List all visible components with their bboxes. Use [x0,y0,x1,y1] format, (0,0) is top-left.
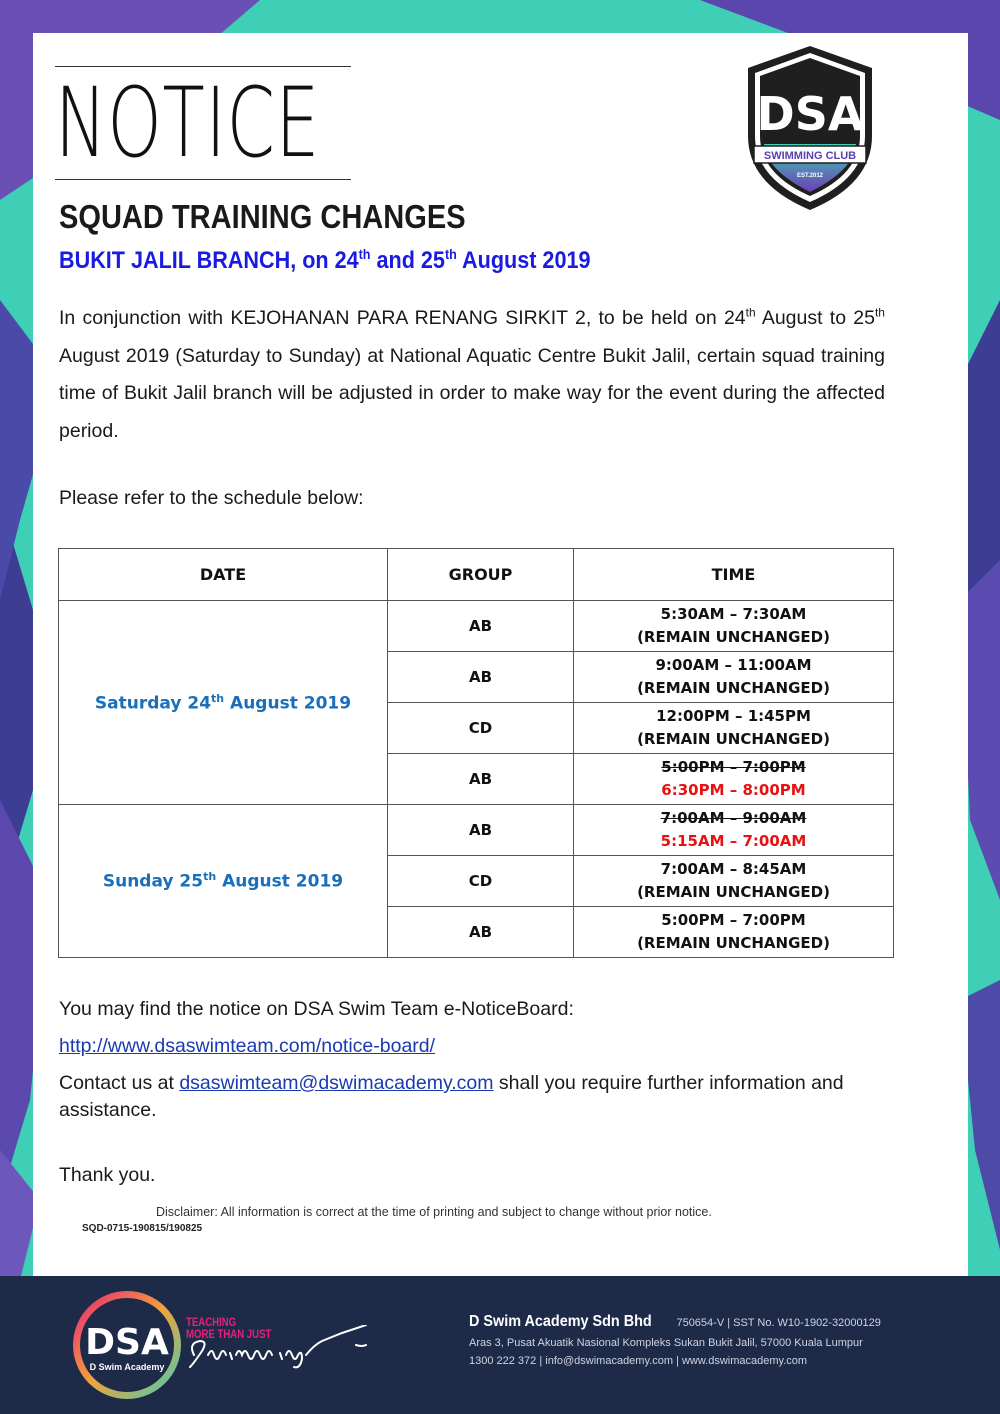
reference-code: SQD-0715-190815/190825 [82,1223,203,1234]
header-group: GROUP [388,549,574,601]
notice-title-block [55,66,351,180]
branch-suffix: August 2019 [456,247,591,274]
time-slot: 9:00AM – 11:00AM [655,656,812,674]
table-row [59,601,894,652]
notice-board-text: You may find the notice on DSA Swim Team e-NoticeBoard: [59,998,574,1020]
new-time-slot: 6:30PM – 8:00PM [661,781,806,799]
schedule-table [58,548,894,958]
group-cell: AB [388,652,574,703]
logo-banner: SWIMMING CLUB [763,150,857,162]
date-text: Sunday 25 [102,871,204,892]
contact-email-link[interactable]: dsaswimteam@dswimacademy.com [179,1072,494,1094]
intro-sup-1: th [745,305,756,320]
company-address: Aras 3, Pusat Akuatik Nasional Kompleks Sukan Bukit Jalil, 57000 Kuala Lumpur [469,1337,863,1349]
page-subtitle: SQUAD TRAINING CHANGES [59,198,466,235]
group-cell: AB [388,805,574,856]
academy-logo-sub: D Swim Academy [89,1362,165,1372]
time-status: (REMAIN UNCHANGED) [637,679,830,697]
time-status: (REMAIN UNCHANGED) [637,730,830,748]
intro-part-2: August to 25 [755,307,875,329]
group-cell: CD [388,703,574,754]
contact-section [59,996,889,1134]
time-cell [574,652,894,703]
time-cell [574,856,894,907]
disclaimer-text: Disclaimer: All information is correct at the time of printing and subject to change without prior notice. [156,1205,712,1219]
company-contact: 1300 222 372 | info@dswimacademy.com | www.dswimacademy.com [469,1355,808,1367]
schedule-intro: Please refer to the schedule below: [59,487,364,509]
dsa-academy-logo [70,1288,184,1402]
branch-sup-1: th [358,246,371,262]
branch-prefix: BUKIT JALIL BRANCH, on 24 [59,247,359,274]
academy-logo-letters: DSA [85,1322,169,1363]
time-slot: 12:00PM – 1:45PM [656,707,811,725]
intro-part-1: In conjunction with KEJOHANAN PARA RENANG SIRKIT 2, to be held on 24 [59,307,746,329]
date-sup: th [211,691,225,705]
time-slot: 5:00PM – 7:00PM [661,911,806,929]
contact-suffix: shall you require further information and assistance. [59,1072,844,1121]
time-status: (REMAIN UNCHANGED) [637,934,830,952]
logo-letters: DSA [756,87,864,141]
date-text: August 2019 [216,871,344,892]
swimming-script-logo [186,1325,381,1375]
time-status: (REMAIN UNCHANGED) [637,883,830,901]
group-cell: CD [388,856,574,907]
notice-board-link[interactable]: http://www.dsaswimteam.com/notice-board/ [59,1035,436,1057]
date-text: August 2019 [224,693,352,714]
time-cell [574,601,894,652]
notice-title: NOTICE [55,67,320,179]
time-cell [574,907,894,958]
table-row [59,805,894,856]
intro-paragraph [59,300,885,450]
old-time-slot: 7:00AM – 9:00AM [660,809,807,827]
tagline-line-1: TEACHING [186,1315,237,1329]
new-time-slot: 5:15AM – 7:00AM [660,832,807,850]
title-bottom-rule [55,179,351,180]
header-date: DATE [59,549,388,601]
thank-you-text: Thank you. [59,1164,156,1186]
time-status: (REMAIN UNCHANGED) [637,628,830,646]
logo-est: EST.2012 [796,173,824,179]
date-cell-saturday [59,601,388,805]
date-sup: th [203,870,217,884]
table-header-row [59,549,894,601]
group-cell: AB [388,601,574,652]
time-cell [574,805,894,856]
time-cell [574,703,894,754]
contact-text [59,1070,889,1124]
branch-mid: and 25 [370,247,445,274]
branch-heading [59,246,590,275]
time-cell [574,754,894,805]
old-time-slot: 5:00PM – 7:00PM [661,758,806,776]
time-slot: 5:30AM – 7:30AM [660,605,807,623]
group-cell: AB [388,907,574,958]
header-time: TIME [574,549,894,601]
company-info [469,1313,881,1367]
company-name: D Swim Academy Sdn Bhd [469,1313,652,1330]
branch-sup-2: th [444,246,457,262]
intro-sup-2: th [874,305,885,320]
company-registration: 750654-V | SST No. W10-1902-32000129 [676,1317,881,1329]
tagline-line-2: MORE THAN JUST [186,1327,272,1341]
intro-part-3: August 2019 (Saturday to Sunday) at National Aquatic Centre Bukit Jalil, certain squad training time of Bukit Jalil branch will be adjusted in order to make way for the event during the affected period. [59,344,885,442]
dsa-swimming-club-logo [742,44,878,212]
date-cell-sunday [59,805,388,958]
contact-prefix: Contact us at [59,1072,180,1094]
group-cell: AB [388,754,574,805]
time-slot: 7:00AM – 8:45AM [660,860,807,878]
date-text: Saturday 24 [94,693,212,714]
